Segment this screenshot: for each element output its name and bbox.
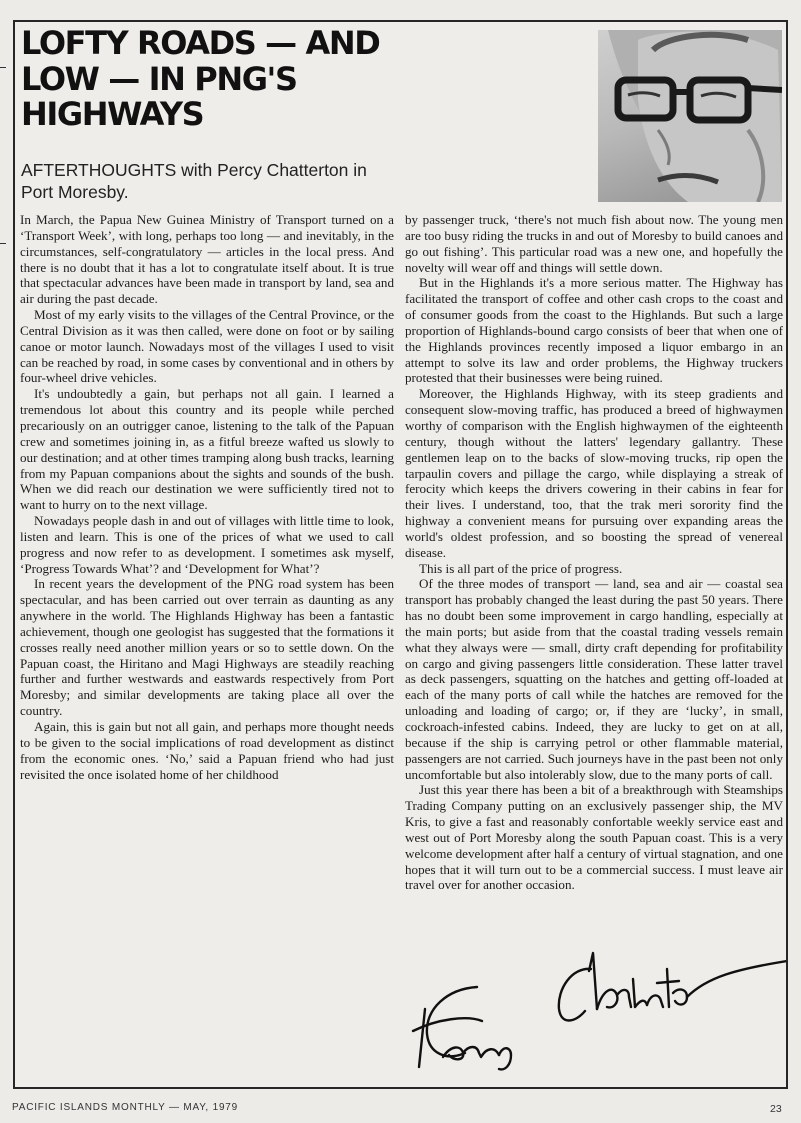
paragraph: Just this year there has been a bit of a breakthrough with Steamships Trading Company putting on an exclusively passenger ship, the MV Kris, to give a fast and reasonably confortable weekly service east and west out of Port Moresby along the south Papuan coast. This is a very welcome development after half a century of virtual stagnation, and one hopes that it will turn out to be a commercial success. I must leave air travel over for another occasion.	[405, 782, 783, 893]
paragraph: It's undoubtedly a gain, but perhaps not all gain. I learned a tremendous lot about this country and its people while perched precariously on an outrigger canoe, listening to the talk of the Papuan crew and sometimes joining in, as a fitful breeze wafted us slowly to our destination; and at other times tramping along bush tracks, learning from my Papuan companions about the sights and sounds of the bush. When we did reach our destination we were sufficiently tired not to want to hurry on to the next village.	[20, 386, 394, 513]
edge-mark	[0, 67, 6, 68]
paragraph: Of the three modes of transport — land, sea and air — coastal sea transport has probably changed the least during the past 50 years. There has no doubt been some improvement in cargo handling, especially at the main ports; but aside from that the coastal trading vessels remain what they always were — small, dirty craft depending for profitability on cargo and giving passengers little consideration. These latter travel as deck passengers, squatting on the hatches and getting off-loaded at each of the many ports of call while the hatches are removed for the unloading and loading of cargo; or, if they are ‘lucky’, in small, cockroach-infested cabins. Indeed, they are lucky to get on at all, because if the ship is carrying petrol or other flammable material, passengers are not carried. Such journeys have in the past been not only uncomfortable but also intolerably slow, due to the many ports of call.	[405, 576, 783, 782]
article-column-left	[20, 212, 394, 782]
paragraph: Moreover, the Highlands Highway, with its steep gradients and consequent slow-moving traffic, has produced a breed of highwaymen worthy of comparison with the English highwaymen of the eighteenth century, though without the latters' legendary gallantry. These gentlemen leap on to the backs of slow-moving trucks, rip open the tarpaulin covers and pillage the cargo, while displaying a streak of ferocity which keeps the drivers cowering in their cabins in fear for their lives. I understand, too, that the trak meri sorority find the highway a convenient means for pursuing over expanding areas the world's oldest profession, and so boosting the spread of venereal disease.	[405, 386, 783, 560]
author-portrait-photo	[598, 30, 782, 202]
signature-icon	[407, 949, 787, 1074]
footer-publication: PACIFIC ISLANDS MONTHLY — MAY, 1979	[12, 1102, 239, 1113]
paragraph: Most of my early visits to the villages of the Central Province, or the Central Division as it was then called, were done on foot or by sailing canoe or motor launch. Nowadays most of the villages I used to visit can be reached by road, in some cases by conventional and in others by four-wheel drive vehicles.	[20, 307, 395, 386]
paragraph: by passenger truck, ‘there's not much fish about now. The young men are too busy riding the trucks in and out of Moresby to build canoes and go out fishing’. This particular road was a new one, and hopefully the novelty will wear off and things will settle down.	[405, 212, 783, 275]
paragraph: This is all part of the price of progress.	[419, 560, 623, 576]
paragraph: Again, this is gain but not all gain, and perhaps more thought needs to be given to the social implications of road development as distinct from the economic ones. ‘No,’ said a Papuan friend who had just revisited the once isolated home of her childhood	[20, 719, 394, 782]
paragraph: In recent years the development of the PNG road system has been spectacular, and has been carried out over terrain as daunting as any anywhere in the world. The Highlands Highway has been a fantastic achievement, though one geologist has suggested that the formations it crosses really need another million years or so to settle down. On the Papuan coast, the Hiritano and Magi Highways are steadily reaching further and further westwards and eastwards respectively from Port Moresby; and similar developments are taking place all over the country.	[20, 576, 394, 719]
edge-mark	[0, 243, 6, 244]
article-frame	[13, 20, 788, 1089]
article-column-right	[405, 212, 783, 893]
page-number: 23	[770, 1103, 782, 1115]
headline: LOFTY ROADS — AND LOW — IN PNG'S HIGHWAYS	[21, 24, 380, 133]
paragraph: In March, the Papua New Guinea Ministry of Transport turned on a ‘Transport Week’, with long, perhaps too long — and inevitably, in the circumstances, self-congratulatory — articles in the local press. And there is no doubt that it has a lot to congratulate itself about. It is true that spectacular advances have been made in transport by land, sea and air during the past decade.	[20, 212, 394, 307]
paragraph: Nowadays people dash in and out of villages with little time to look, listen and learn. This is one of the prices of what we used to call progress and now refer to as development. I sometimes ask myself, ‘Progress Towards What’? and ‘Development for What’?	[20, 513, 394, 576]
deck-byline: AFTERTHOUGHTS with Percy Chatterton in Port Moresby.	[21, 160, 367, 202]
paragraph: But in the Highlands it's a more serious matter. The Highway has facilitated the transport of coffee and other cash crops to the coast and of consumer goods from the coast to the Highlands. But such a large proportion of Highlands-bound cargo consists of beer that when one of the Highlands provinces recently imposed a liquor embargo in an attempt to solve its law and order problems, the Highway truckers protested that their businesses were being ruined.	[405, 275, 783, 386]
